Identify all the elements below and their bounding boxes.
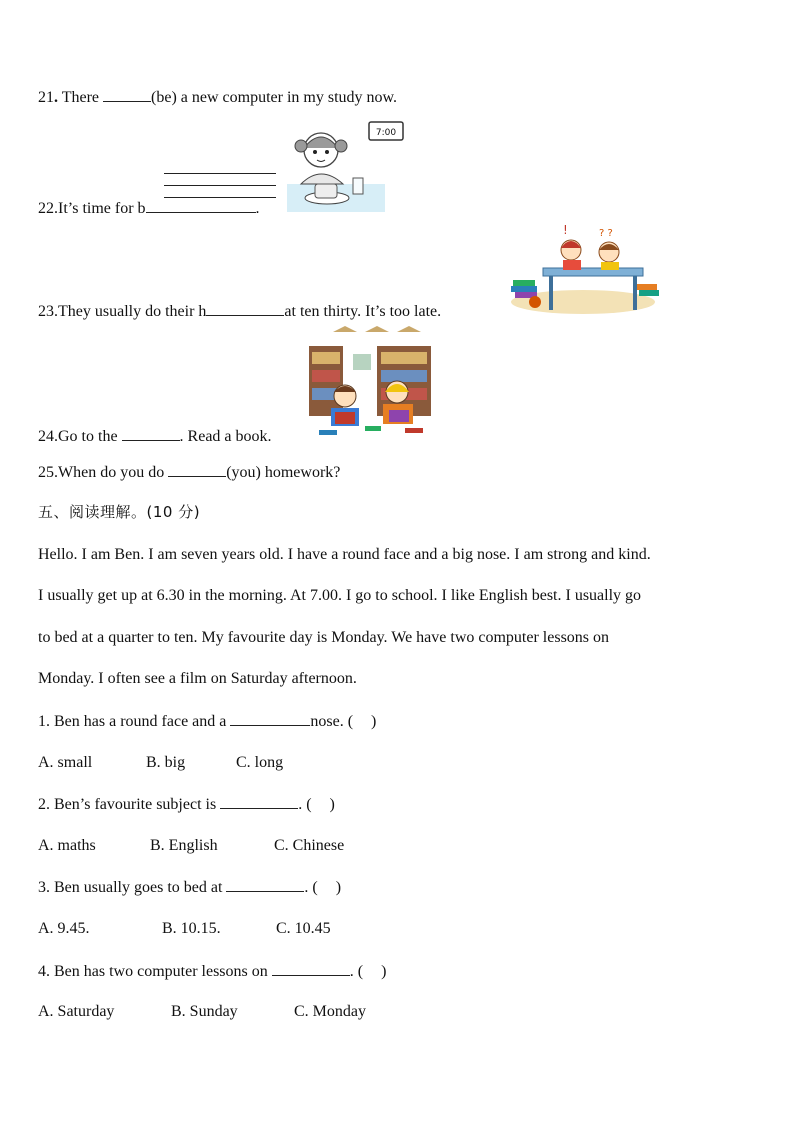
question-blank[interactable] bbox=[226, 877, 304, 892]
answer-bracket-close: ) bbox=[329, 796, 335, 813]
option-c[interactable]: C. long bbox=[236, 754, 284, 771]
q21-answer-blank[interactable] bbox=[103, 87, 151, 102]
question-stem-end: . ( bbox=[349, 963, 364, 980]
svg-text:!: ! bbox=[563, 223, 568, 237]
question-stem: 4. Ben has two computer lessons on bbox=[38, 963, 272, 980]
question-blank[interactable] bbox=[272, 961, 350, 976]
q22-end: . bbox=[255, 200, 260, 217]
q25-text-before: 25.When do you do bbox=[38, 464, 169, 481]
q24-text-before: 24.Go to the bbox=[38, 428, 122, 445]
option-a[interactable]: A. 9.45. bbox=[38, 920, 90, 937]
q23-text-before: 23.They usually do their h bbox=[38, 303, 207, 320]
option-b[interactable]: B. big bbox=[146, 754, 186, 771]
q23-answer-blank[interactable] bbox=[206, 301, 284, 316]
answer-bracket-close: ) bbox=[335, 879, 342, 896]
question-21 bbox=[38, 87, 397, 108]
question-22 bbox=[38, 198, 260, 219]
reading-question-4 bbox=[38, 961, 386, 982]
option-b[interactable]: B. English bbox=[150, 837, 218, 854]
option-a[interactable]: A. Saturday bbox=[38, 1003, 115, 1020]
q25-text-after: (you) homework? bbox=[226, 464, 341, 481]
answer-bracket-close: ) bbox=[371, 713, 377, 730]
q22-text: 22.It’s time for b bbox=[38, 200, 146, 217]
question-blank[interactable] bbox=[230, 711, 310, 726]
question-stem: 3. Ben usually goes to bed at bbox=[38, 879, 227, 896]
q24-text-after: . Read a book. bbox=[179, 428, 272, 445]
option-b[interactable]: B. Sunday bbox=[171, 1003, 238, 1020]
clock-time: 7:00 bbox=[375, 128, 397, 138]
q21-number: 21 bbox=[38, 89, 54, 106]
q21-dot: . bbox=[54, 89, 58, 106]
option-c[interactable]: C. Chinese bbox=[274, 837, 345, 854]
question-23 bbox=[38, 301, 441, 322]
option-a[interactable]: A. small bbox=[38, 754, 93, 771]
question-stem-end: nose. ( bbox=[310, 713, 354, 730]
question-stem-end: . ( bbox=[298, 796, 312, 813]
reading-question-1 bbox=[38, 711, 376, 732]
passage-line-3: to bed at a quarter to ten. My favourite day is Monday. We have two computer lessons on bbox=[38, 629, 610, 646]
option-c[interactable]: C. 10.45 bbox=[276, 920, 331, 937]
question-25 bbox=[38, 462, 340, 483]
breakfast-girl-picture bbox=[287, 120, 407, 214]
passage-line-1: Hello. I am Ben. I am seven years old. I have a round face and a big nose. I am strong and kind. bbox=[38, 546, 651, 563]
question-stem: 1. Ben has a round face and a bbox=[38, 713, 231, 730]
option-b[interactable]: B. 10.15. bbox=[162, 920, 221, 937]
q21-text-after: (be) a new computer in my study now. bbox=[151, 89, 398, 106]
q24-answer-blank[interactable] bbox=[122, 426, 180, 441]
q23-text-after: at ten thirty. It’s too late. bbox=[284, 303, 442, 320]
svg-text:? ?: ? ? bbox=[599, 228, 613, 239]
q21-text-before: There bbox=[58, 89, 104, 106]
answer-bracket-close: ) bbox=[381, 963, 387, 980]
library-kids-picture bbox=[305, 326, 435, 440]
q25-answer-blank[interactable] bbox=[168, 462, 226, 477]
q22-writing-line-2[interactable] bbox=[164, 185, 276, 186]
option-a[interactable]: A. maths bbox=[38, 837, 96, 854]
homework-kids-picture bbox=[505, 222, 661, 320]
q22-answer-blank[interactable] bbox=[146, 198, 256, 213]
section-heading: 五、阅读理解。(10 分) bbox=[38, 503, 201, 521]
reading-question-2 bbox=[38, 794, 335, 815]
question-stem-end: . ( bbox=[304, 879, 318, 896]
passage-line-4: Monday. I often see a film on Saturday afternoon. bbox=[38, 670, 357, 687]
question-blank[interactable] bbox=[220, 794, 298, 809]
option-c[interactable]: C. Monday bbox=[294, 1003, 366, 1020]
question-stem: 2. Ben’s favourite subject is bbox=[38, 796, 221, 813]
q22-writing-line-1[interactable] bbox=[164, 173, 276, 174]
reading-question-3 bbox=[38, 877, 341, 898]
question-24 bbox=[38, 426, 272, 447]
passage-line-2: I usually get up at 6.30 in the morning. At 7.00. I go to school. I like English best. I usually go bbox=[38, 587, 642, 604]
